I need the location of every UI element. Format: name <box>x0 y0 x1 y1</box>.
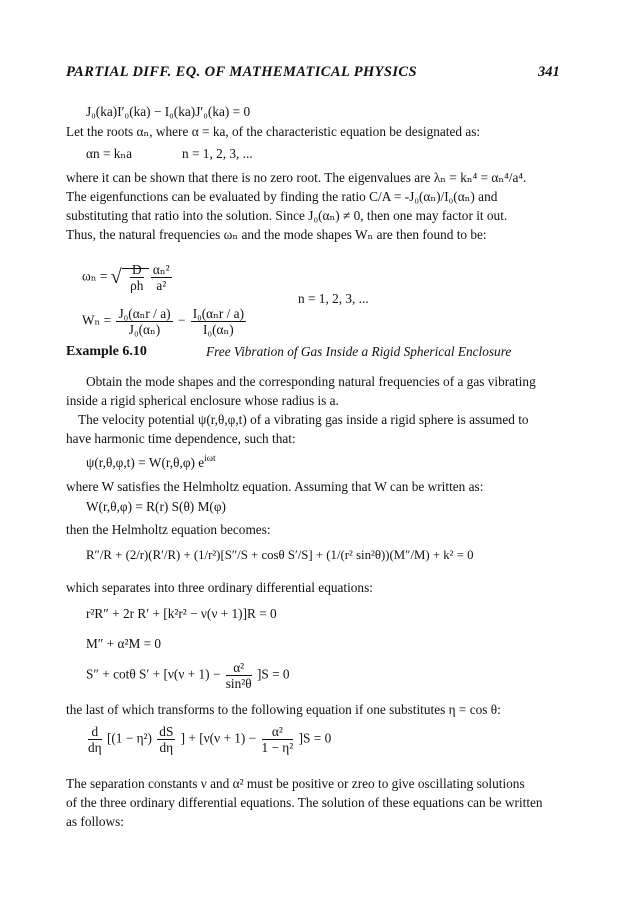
paragraph-roots: Let the roots αₙ, where α = ka, of the characteristic equation be designated as: <box>66 124 481 139</box>
omega-equation: ωₙ = √ $\frac{D}{\rho h}$ $\frac{\text{αₙ²}}{\text{a²}}$ <box>82 262 170 293</box>
omega-sqrt-den: ρh <box>130 278 144 293</box>
legendre-part-a: [(1 − η²) <box>106 730 152 746</box>
roots-range: n = 1, 2, 3, ... <box>182 146 253 161</box>
legendre-equation <box>86 724 331 755</box>
mode-range: n = 1, 2, 3, ... <box>298 291 369 306</box>
psi-equation <box>86 455 216 471</box>
polar-ode <box>86 660 290 691</box>
paragraph-eigen-line3: substituting that ratio into the solution. Since J₀(αₙ) ≠ 0, then one may factor it out. <box>66 208 508 223</box>
omega-frac-den: a² <box>156 278 167 293</box>
polar-ode-fraction <box>226 660 252 691</box>
mode-fraction-j <box>116 306 172 337</box>
example-title: Free Vibration of Gas Inside a Rigid Spherical Enclosure <box>206 344 512 359</box>
paragraph-constants-line3: as follows: <box>66 814 124 829</box>
mode-num-j: J₀(αₙr / a) <box>118 306 171 321</box>
example-label: Example 6.10 <box>66 344 147 359</box>
legendre-fraction <box>262 724 294 755</box>
paragraph-problem-line1: Obtain the mode shapes and the corresponding natural frequencies of a gas vibrating <box>86 374 536 389</box>
helmholtz-equation: R″/R + (2/r)(R′/R) + (1/r²)[S″/S + cosθ S′/S] + (1/(r² sin²θ))(M″/M) + k² = 0 <box>86 548 474 562</box>
omega-sqrt-fraction <box>130 262 144 293</box>
legendre-num: α² <box>262 724 294 740</box>
radial-ode: r²R″ + 2r R′ + [k²r² − ν(ν + 1)]R = 0 <box>86 606 277 621</box>
mode-fraction-i <box>191 306 246 337</box>
mode-num-i: I₀(αₙr / a) <box>192 306 244 321</box>
legendre-den: 1 − η² <box>261 740 294 755</box>
legendre-part-c: ]S = 0 <box>298 730 332 746</box>
mode-lhs: Wₙ = <box>82 312 112 328</box>
psi-lhs: ψ(r,θ,φ,t) = W(r,θ,φ) e <box>86 455 205 470</box>
mode-den-i: I₀(αₙ) <box>203 322 234 337</box>
mode-den-j: J₀(αₙ) <box>128 322 161 337</box>
characteristic-equation: J₀(ka)I′₀(ka) − I₀(ka)J′₀(ka) = 0 <box>86 104 251 119</box>
legendre-deta-2: dη <box>159 740 174 755</box>
paragraph-transform: the last of which transforms to the following equation if one substitutes η = cos θ: <box>66 702 501 717</box>
paragraph-separates: which separates into three ordinary differential equations: <box>66 580 373 595</box>
legendre-d-deta <box>88 724 102 755</box>
paragraph-eigen-line2: The eigenfunctions can be evaluated by finding the ratio C/A = -J₀(αₙ)/I₀(αₙ) and <box>66 189 498 204</box>
legendre-ds-deta <box>157 724 175 755</box>
mode-shape-equation: Wₙ = $\frac{\text{J₀(αₙr / a)}}{\text{J₀(αₙ)}}$ − $\frac{\text{I₀(αₙr / a)}}{\text{I₀(αₙ)}}$ <box>82 306 244 337</box>
polar-ode-den: sin²θ <box>225 676 252 691</box>
polar-ode-right: ]S = 0 <box>256 666 290 682</box>
legendre-part-b: ] + [ν(ν + 1) − <box>180 730 257 746</box>
legendre-d: d <box>88 724 102 740</box>
roots-equation: αn = kₙa <box>86 146 133 161</box>
paragraph-potential-line1: The velocity potential ψ(r,θ,φ,t) of a vibrating gas inside a rigid sphere is assumed to <box>78 412 529 427</box>
paragraph-problem-line2: inside a rigid spherical enclosure whose radius is a. <box>66 393 339 408</box>
omega-fraction <box>151 262 172 293</box>
paragraph-potential-line2: have harmonic time dependence, such that: <box>66 431 296 446</box>
paragraph-helmholtz: where W satisfies the Helmholtz equation. Assuming that W can be written as: <box>66 479 484 494</box>
paragraph-eigen-line1: where it can be shown that there is no zero root. The eigenvalues are λₙ = kₙ⁴ = αₙ⁴/a⁴. <box>66 170 527 185</box>
polar-ode-num: α² <box>226 660 252 676</box>
paragraph-eigen-line4: Thus, the natural frequencies ωₙ and the mode shapes Wₙ are then found to be: <box>66 227 487 242</box>
paragraph-becomes: then the Helmholtz equation becomes: <box>66 522 271 537</box>
omega-sqrt-num: D <box>131 262 142 277</box>
omega-frac-num: αₙ² <box>152 262 170 277</box>
paragraph-constants-line2: of the three ordinary differential equations. The solution of these equations can be written <box>66 795 543 810</box>
legendre-ds: dS <box>159 724 174 739</box>
omega-lhs: ωₙ = <box>82 268 108 284</box>
azimuthal-ode: M″ + α²M = 0 <box>86 636 162 651</box>
page-number: 341 <box>538 64 560 80</box>
psi-exponent: iωt <box>204 454 216 464</box>
paragraph-constants-line1: The separation constants ν and α² must be positive or zreo to give oscillating solutions <box>66 776 525 791</box>
separation-equation: W(r,θ,φ) = R(r) S(θ) M(φ) <box>86 499 226 514</box>
legendre-deta-1: dη <box>88 740 102 755</box>
polar-ode-left: S″ + cotθ S′ + [ν(ν + 1) − <box>86 666 221 682</box>
running-title: PARTIAL DIFF. EQ. OF MATHEMATICAL PHYSICS <box>66 64 417 80</box>
